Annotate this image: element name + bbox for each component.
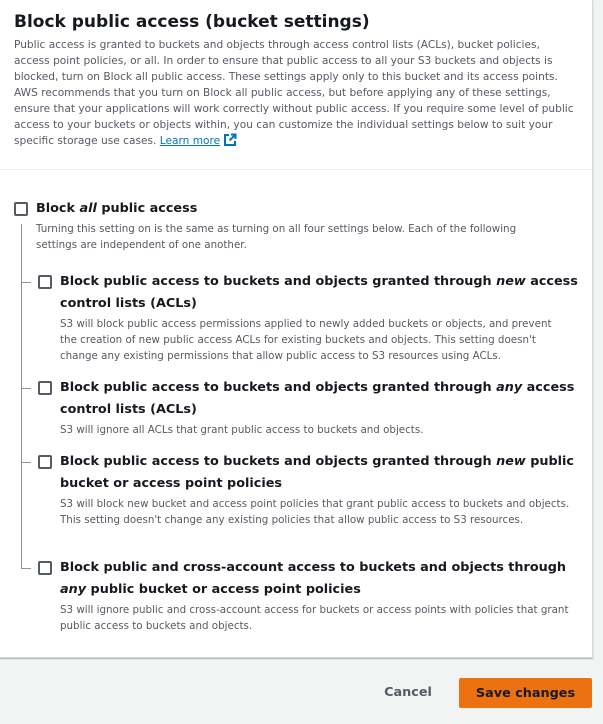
option-label-pre: Block public access to buckets and objects granted through: [60, 454, 497, 469]
learn-more-link[interactable]: [160, 135, 237, 147]
tree-connector-branch: [21, 462, 31, 463]
option-label-pre: Block public and cross-account access to buckets and objects through: [60, 560, 567, 575]
option-label-em: new: [496, 274, 526, 289]
option-label-em: new: [496, 454, 526, 469]
block-new-policies-checkbox[interactable]: [38, 455, 52, 469]
block-new-acls-description: S3 will block public access permissions applied to newly added buckets or objects, and prevent the creation of new public access ACLs for existing buckets and objects. This setting doesn't change any existing permissions that allow public access to S3 resources using ACLs.: [60, 318, 552, 362]
block-new-acls-label[interactable]: [60, 271, 580, 315]
save-changes-button[interactable]: Save changes: [459, 678, 592, 708]
block-new-policies-description: S3 will block new bucket and access point policies that grant public access to buckets and objects. This setting doesn't change any existing policies that allow public access to S3 resources.: [60, 498, 570, 526]
tree-connector-branch: [21, 282, 31, 283]
panel-header: [0, 0, 592, 170]
option-label-post: access control lists (ACLs): [60, 274, 578, 311]
tree-connector-branch: [21, 388, 31, 389]
block-all-label-pre: Block: [36, 201, 80, 216]
block-all-label-em: all: [79, 201, 97, 216]
cancel-button[interactable]: Cancel: [384, 685, 432, 700]
panel-description-text: Public access is granted to buckets and objects through access control lists (ACLs), bucket policies, access point policies, or all. In order to ensure that public access to all your S3 buckets and objects is blocked, turn on Block all public access. These settings apply only to this bucket and its access points. AWS recommends that you turn on Block all public access, but before applying any of these settings, ensure that your applications will work correctly without public access. If you require some level of public access to your buckets or objects within, you can customize the individual settings below to suit your specific storage use cases.: [14, 39, 574, 148]
block-all-description: Turning this setting on is the same as turning on all four settings below. Each of the following settings are independent of one another.: [36, 223, 517, 251]
external-link-icon: [223, 133, 237, 153]
block-new-policies-label[interactable]: [60, 451, 580, 495]
option-label-em: any: [496, 380, 523, 395]
option-label-post: access control lists (ACLs): [60, 380, 575, 417]
block-all-label-post: public access: [96, 201, 198, 216]
block-any-acls-label[interactable]: [60, 377, 580, 421]
option-label-post: public bucket or access point policies: [86, 582, 361, 597]
panel-description: [14, 38, 574, 153]
block-any-policies-checkbox[interactable]: [38, 561, 52, 575]
option-label-em: any: [60, 582, 87, 597]
block-any-policies-label[interactable]: [60, 557, 580, 601]
tree-connector-vertical: [21, 224, 22, 569]
learn-more-label: Learn more: [159, 135, 221, 148]
tree-connector-branch: [21, 568, 31, 569]
option-label-post: public bucket or access point policies: [60, 454, 574, 491]
panel-title: Block public access (bucket settings): [14, 12, 370, 32]
block-any-acls-description: S3 will ignore all ACLs that grant public access to buckets and objects.: [60, 424, 424, 436]
block-all-label[interactable]: [36, 198, 576, 220]
block-new-acls-checkbox[interactable]: [38, 275, 52, 289]
block-any-policies-description: S3 will ignore public and cross-account access for buckets or access points with policies that grant public access to buckets and objects.: [60, 604, 569, 632]
block-any-acls-checkbox[interactable]: [38, 381, 52, 395]
block-all-checkbox[interactable]: [14, 202, 28, 216]
option-label-pre: Block public access to buckets and objects granted through: [60, 380, 497, 395]
option-label-pre: Block public access to buckets and objects granted through: [60, 274, 497, 289]
